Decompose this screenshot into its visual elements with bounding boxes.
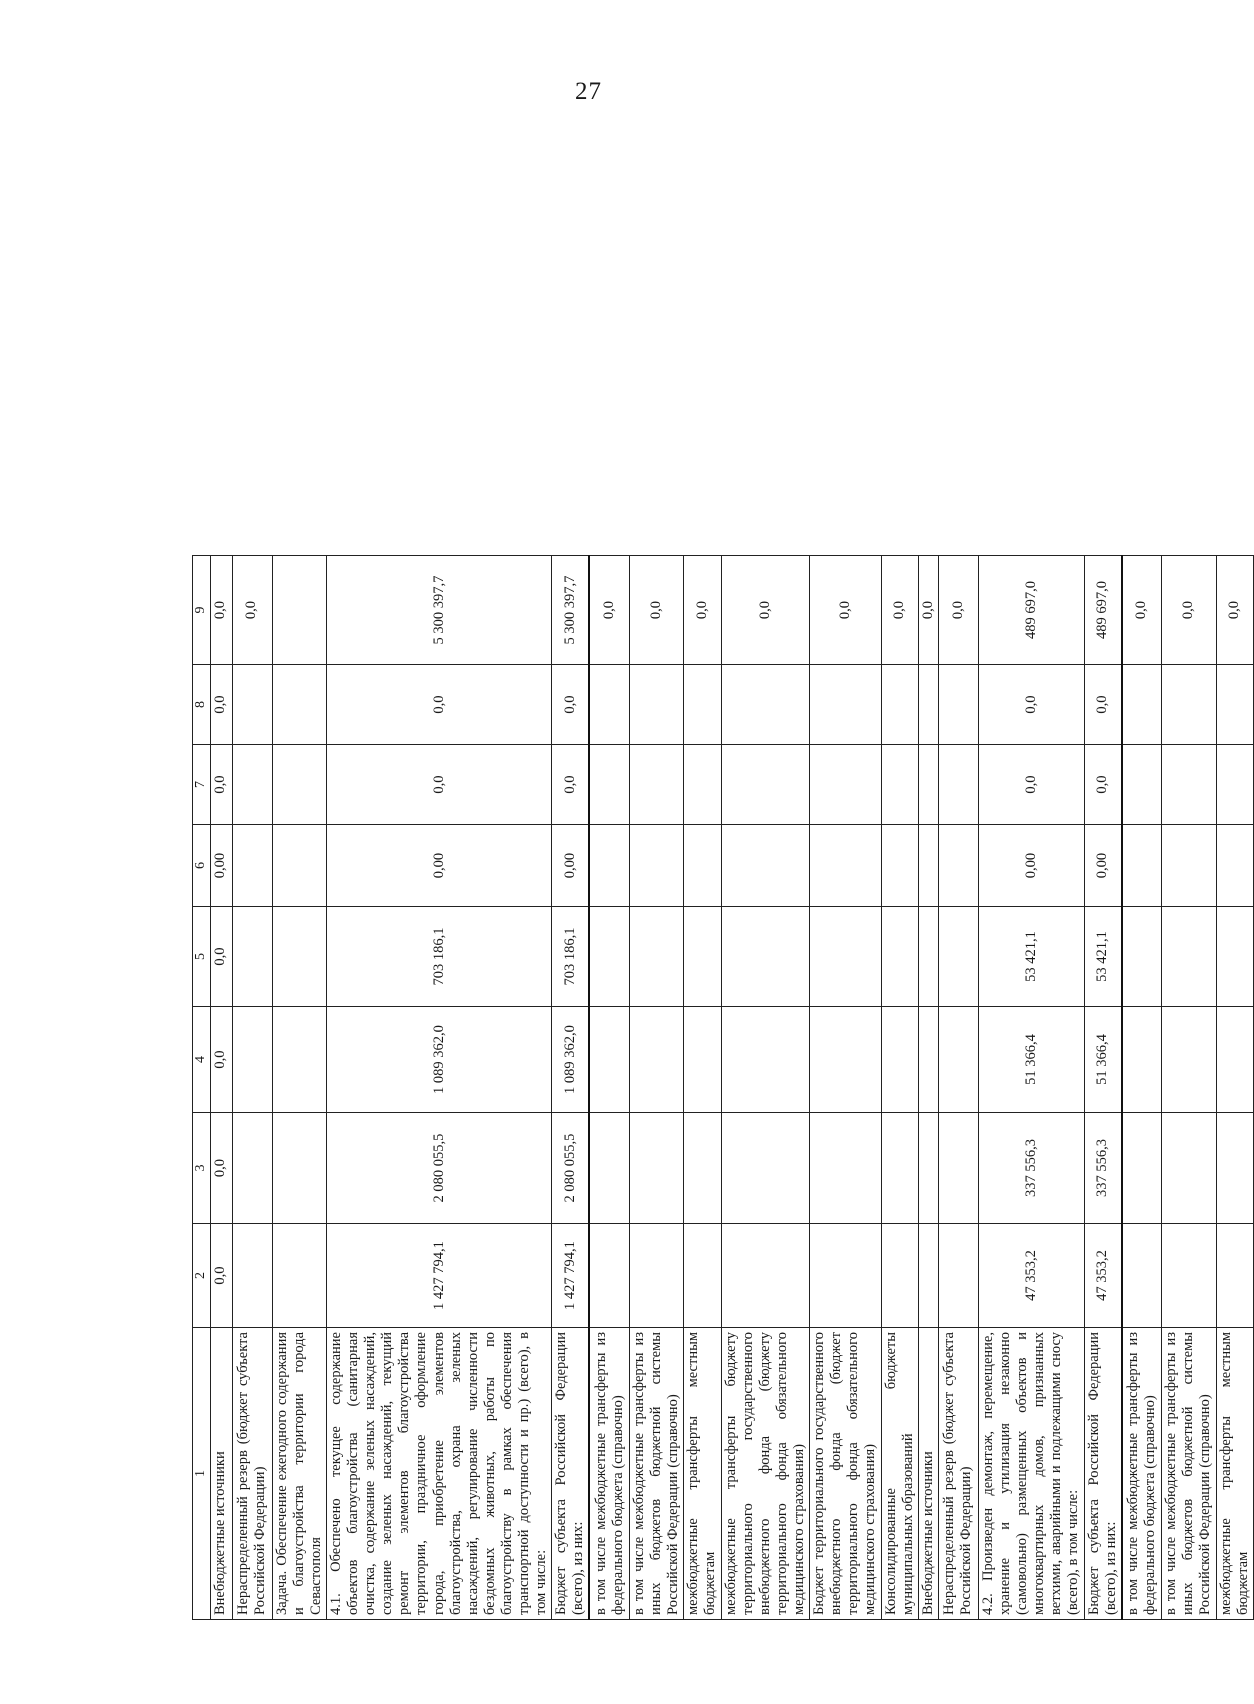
cell-col7 — [1162, 745, 1216, 825]
table-row — [881, 556, 918, 1620]
cell-col3: 337 556,3 — [1084, 1113, 1122, 1224]
cell-col3 — [1122, 1113, 1162, 1224]
cell-col7 — [1216, 745, 1253, 825]
cell-col8 — [589, 665, 629, 745]
row-label: в том числе межбюджетные трансферты из иных бюджетов бюджетной системы Российской Федерации (справочно) — [1162, 1328, 1216, 1620]
row-label: Бюджет субъекта Российской Федерации (всего), из них: — [552, 1328, 590, 1620]
cell-col6: 0,00 — [552, 825, 590, 907]
cell-col7 — [684, 745, 721, 825]
cell-col8 — [938, 665, 978, 745]
table-row — [589, 556, 629, 1620]
cell-col6 — [589, 825, 629, 907]
cell-col8 — [918, 665, 938, 745]
cell-col9: 0,0 — [721, 556, 810, 665]
cell-col8 — [1122, 665, 1162, 745]
cell-col6 — [1216, 825, 1253, 907]
cell-col8 — [272, 665, 326, 745]
cell-col9: 0,0 — [589, 556, 629, 665]
row-label: межбюджетные трансферты местным бюджетам — [684, 1328, 721, 1620]
cell-col9 — [272, 556, 326, 665]
cell-col8 — [1162, 665, 1216, 745]
cell-col2: 47 353,2 — [978, 1224, 1084, 1328]
cell-col9: 5 300 397,7 — [552, 556, 590, 665]
cell-col6 — [918, 825, 938, 907]
cell-col2 — [232, 1224, 272, 1328]
cell-col4: 1 089 362,0 — [326, 1007, 551, 1113]
cell-col5 — [721, 907, 810, 1007]
cell-col7: 0,0 — [326, 745, 551, 825]
cell-col3 — [232, 1113, 272, 1224]
col-header-7: 7 — [193, 745, 211, 825]
cell-col2 — [721, 1224, 810, 1328]
cell-col7: 0,0 — [210, 745, 232, 825]
row-label: Бюджет субъекта Российской Федерации (всего), из них: — [1084, 1328, 1122, 1620]
cell-col9: 0,0 — [881, 556, 918, 665]
cell-col9: 0,0 — [938, 556, 978, 665]
cell-col4: 51 366,4 — [978, 1007, 1084, 1113]
cell-col8 — [881, 665, 918, 745]
cell-col8 — [629, 665, 683, 745]
row-label: в том числе межбюджетные трансферты из федерального бюджета (справочно) — [589, 1328, 629, 1620]
cell-col8 — [684, 665, 721, 745]
cell-col6 — [272, 825, 326, 907]
cell-col6 — [1162, 825, 1216, 907]
cell-col7 — [272, 745, 326, 825]
row-label: в том числе межбюджетные трансферты из федерального бюджета (справочно) — [1122, 1328, 1162, 1620]
cell-col4 — [918, 1007, 938, 1113]
cell-col2 — [629, 1224, 683, 1328]
cell-col9: 0,0 — [1122, 556, 1162, 665]
cell-col4 — [232, 1007, 272, 1113]
cell-col6 — [1122, 825, 1162, 907]
cell-col9: 0,0 — [210, 556, 232, 665]
cell-col3 — [589, 1113, 629, 1224]
col-header-4: 4 — [193, 1007, 211, 1113]
cell-col7 — [232, 745, 272, 825]
table-row — [629, 556, 683, 1620]
col-header-3: 3 — [193, 1113, 211, 1224]
table-row — [721, 556, 810, 1620]
cell-col7 — [938, 745, 978, 825]
cell-col5 — [1122, 907, 1162, 1007]
table-row — [810, 556, 881, 1620]
cell-col2 — [881, 1224, 918, 1328]
cell-col7 — [589, 745, 629, 825]
row-label: межбюджетные трансферты бюджету территориального государственного внебюджетного фонда (бюджету территориального фонда обязательного медицинского страхования) — [721, 1328, 810, 1620]
col-header-6: 6 — [193, 825, 211, 907]
cell-col9: 5 300 397,7 — [326, 556, 551, 665]
row-label: Внебюджетные источники — [210, 1328, 232, 1620]
table-row — [918, 556, 938, 1620]
table-row — [1084, 556, 1122, 1620]
cell-col9: 0,0 — [918, 556, 938, 665]
table-row — [210, 556, 232, 1620]
cell-col7 — [810, 745, 881, 825]
rotated-table-container — [192, 556, 1251, 1620]
col-header-1: 1 — [193, 1328, 211, 1620]
cell-col6: 0,00 — [1084, 825, 1122, 907]
cell-col9: 0,0 — [810, 556, 881, 665]
cell-col2 — [918, 1224, 938, 1328]
cell-col5: 53 421,1 — [1084, 907, 1122, 1007]
col-header-9: 9 — [193, 556, 211, 665]
row-label: Нераспределенный резерв (бюджет субъекта Российской Федерации) — [938, 1328, 978, 1620]
cell-col8 — [1216, 665, 1253, 745]
cell-col3: 2 080 055,5 — [326, 1113, 551, 1224]
table-row — [232, 556, 272, 1620]
cell-col4 — [1216, 1007, 1253, 1113]
cell-col3 — [272, 1113, 326, 1224]
cell-col6 — [232, 825, 272, 907]
row-label: Бюджет территориального государственного внебюджетного фонда (бюджет территориального фонда обязательного медицинского страхования) — [810, 1328, 881, 1620]
table-row — [978, 556, 1084, 1620]
table-row — [1122, 556, 1162, 1620]
cell-col3 — [684, 1113, 721, 1224]
cell-col2 — [589, 1224, 629, 1328]
cell-col8: 0,0 — [1084, 665, 1122, 745]
cell-col9: 0,0 — [629, 556, 683, 665]
cell-col3 — [1162, 1113, 1216, 1224]
cell-col5 — [810, 907, 881, 1007]
cell-col2: 1 427 794,1 — [326, 1224, 551, 1328]
page-number: 27 — [575, 78, 602, 105]
cell-col4 — [1122, 1007, 1162, 1113]
cell-col7: 0,0 — [978, 745, 1084, 825]
cell-col9: 489 697,0 — [978, 556, 1084, 665]
cell-col9: 0,0 — [684, 556, 721, 665]
cell-col2 — [1122, 1224, 1162, 1328]
cell-col4 — [272, 1007, 326, 1113]
cell-col9: 0,0 — [1216, 556, 1253, 665]
row-label: Внебюджетные источники — [918, 1328, 938, 1620]
cell-col7 — [629, 745, 683, 825]
cell-col2 — [938, 1224, 978, 1328]
cell-col3: 337 556,3 — [978, 1113, 1084, 1224]
cell-col7 — [721, 745, 810, 825]
cell-col2: 1 427 794,1 — [552, 1224, 590, 1328]
cell-col6: 0,00 — [978, 825, 1084, 907]
cell-col2 — [684, 1224, 721, 1328]
table-row — [1216, 556, 1253, 1620]
cell-col6 — [721, 825, 810, 907]
cell-col5 — [938, 907, 978, 1007]
row-label: межбюджетные трансферты местным бюджетам — [1216, 1328, 1253, 1620]
cell-col4 — [881, 1007, 918, 1113]
cell-col5 — [589, 907, 629, 1007]
cell-col5 — [629, 907, 683, 1007]
cell-col3 — [881, 1113, 918, 1224]
cell-col8: 0,0 — [978, 665, 1084, 745]
cell-col3 — [629, 1113, 683, 1224]
cell-col6 — [810, 825, 881, 907]
header-row — [193, 556, 211, 1620]
table-row — [684, 556, 721, 1620]
table-row — [326, 556, 551, 1620]
cell-col6 — [881, 825, 918, 907]
table-row — [552, 556, 590, 1620]
cell-col4: 1 089 362,0 — [552, 1007, 590, 1113]
cell-col3 — [938, 1113, 978, 1224]
cell-col3 — [1216, 1113, 1253, 1224]
cell-col5: 703 186,1 — [326, 907, 551, 1007]
cell-col5: 53 421,1 — [978, 907, 1084, 1007]
col-header-2: 2 — [193, 1224, 211, 1328]
cell-col7 — [1122, 745, 1162, 825]
cell-col4 — [684, 1007, 721, 1113]
cell-col4 — [629, 1007, 683, 1113]
cell-col3: 2 080 055,5 — [552, 1113, 590, 1224]
cell-col9: 0,0 — [232, 556, 272, 665]
row-label: Нераспределенный резерв (бюджет субъекта Российской Федерации) — [232, 1328, 272, 1620]
cell-col3 — [810, 1113, 881, 1224]
cell-col4 — [810, 1007, 881, 1113]
cell-col6 — [629, 825, 683, 907]
cell-col4 — [589, 1007, 629, 1113]
cell-col5: 0,0 — [210, 907, 232, 1007]
cell-col7: 0,0 — [552, 745, 590, 825]
table-row — [1162, 556, 1216, 1620]
cell-col4: 0,0 — [210, 1007, 232, 1113]
cell-col8 — [232, 665, 272, 745]
row-label: 4.1. Обеспечено текущее содержание объектов благоустройства (санитарная очистка, содержание зеленых насаждений, создание зеленых насаждений, текущий ремонт элементов благоустройства территории, праздничное оформление города, приобретение элементов благоустройства, охрана зеленых насаждений, регулирование численности бездомных животных, работы по благоустройству в рамках обеспечения транспортной доступности и пр.) (всего), в том числе: — [326, 1328, 551, 1620]
cell-col2: 0,0 — [210, 1224, 232, 1328]
cell-col5 — [918, 907, 938, 1007]
cell-col5 — [232, 907, 272, 1007]
cell-col8 — [810, 665, 881, 745]
row-label: в том числе межбюджетные трансферты из иных бюджетов бюджетной системы Российской Федерации (справочно) — [629, 1328, 683, 1620]
row-label: 4.2. Произведен демонтаж, перемещение, хранение и утилизация незаконно (самовольно) размещенных объектов и многоквартирных домов, признанных ветхими, аварийными и подлежащими сносу (всего), в том числе: — [978, 1328, 1084, 1620]
cell-col5 — [272, 907, 326, 1007]
cell-col6 — [684, 825, 721, 907]
cell-col5 — [881, 907, 918, 1007]
cell-col7 — [881, 745, 918, 825]
cell-col2 — [272, 1224, 326, 1328]
cell-col5 — [684, 907, 721, 1007]
cell-col2 — [810, 1224, 881, 1328]
table-row — [938, 556, 978, 1620]
cell-col4 — [938, 1007, 978, 1113]
cell-col8 — [721, 665, 810, 745]
cell-col3 — [918, 1113, 938, 1224]
row-label: Консолидированные бюджеты муниципальных образований — [881, 1328, 918, 1620]
col-header-8: 8 — [193, 665, 211, 745]
cell-col5: 703 186,1 — [552, 907, 590, 1007]
cell-col5 — [1216, 907, 1253, 1007]
budget-table — [192, 555, 1254, 1620]
cell-col4 — [721, 1007, 810, 1113]
cell-col8: 0,0 — [326, 665, 551, 745]
cell-col4 — [1162, 1007, 1216, 1113]
cell-col2: 47 353,2 — [1084, 1224, 1122, 1328]
table-row — [272, 556, 326, 1620]
col-header-5: 5 — [193, 907, 211, 1007]
cell-col7: 0,0 — [1084, 745, 1122, 825]
cell-col2 — [1216, 1224, 1253, 1328]
cell-col8: 0,0 — [210, 665, 232, 745]
cell-col4: 51 366,4 — [1084, 1007, 1122, 1113]
cell-col5 — [1162, 907, 1216, 1007]
cell-col7 — [918, 745, 938, 825]
cell-col6: 0,00 — [326, 825, 551, 907]
task-label: Задача. Обеспечение ежегодного содержания и благоустройства территории города Севастополя — [272, 1328, 326, 1620]
cell-col9: 489 697,0 — [1084, 556, 1122, 665]
cell-col2 — [1162, 1224, 1216, 1328]
cell-col3 — [721, 1113, 810, 1224]
cell-col3: 0,0 — [210, 1113, 232, 1224]
cell-col6: 0,00 — [210, 825, 232, 907]
cell-col8: 0,0 — [552, 665, 590, 745]
cell-col6 — [938, 825, 978, 907]
cell-col9: 0,0 — [1162, 556, 1216, 665]
